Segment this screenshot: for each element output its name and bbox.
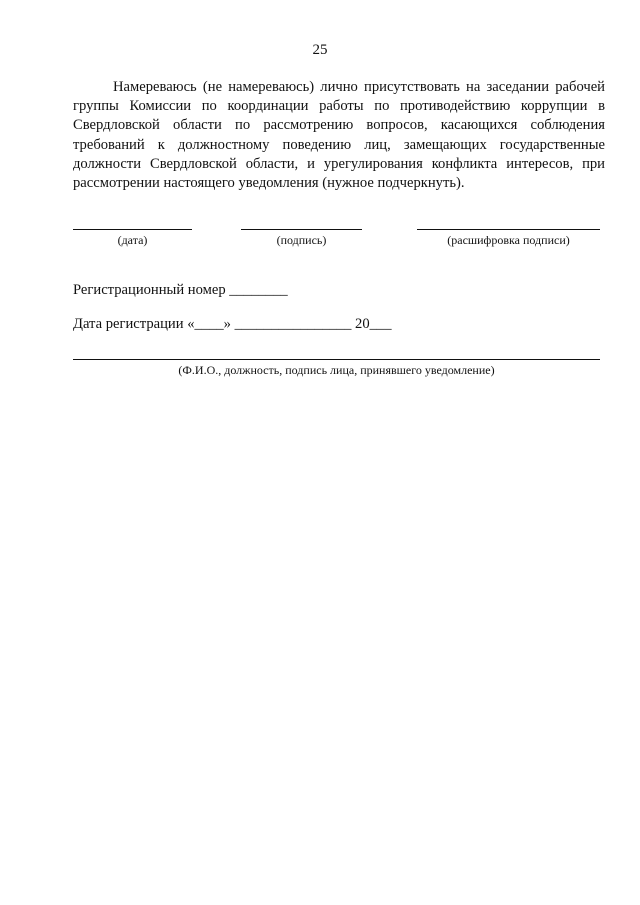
date-line [73, 229, 192, 230]
intent-paragraph: Намереваюсь (не намереваюсь) лично присутствовать на заседании рабочей группы Комиссии по координации работы по противодействию коррупции в Свердловской области по рассмотрению вопросов, касающихся соблюдения требований к должностному поведению лиц, замещающих государственные должности Свердловской области, и урегулирования конфликта интересов, при рассмотрении настоящего уведомления (нужное подчеркнуть). [73, 79, 605, 192]
signature-caption: (подпись) [276, 233, 327, 247]
signature-decoding-line [417, 229, 600, 230]
receiver-line [73, 359, 600, 360]
signature-line [241, 229, 362, 230]
registration-number-field: Регистрационный номер ________ [73, 282, 288, 298]
receiver-caption: (Ф.И.О., должность, подпись лица, принявшего уведомление) [178, 363, 495, 377]
registration-date-field: Дата регистрации «____» ________________ 20___ [73, 316, 392, 332]
signature-decoding-caption: (расшифровка подписи) [447, 233, 570, 247]
date-caption: (дата) [117, 233, 148, 247]
page-number: 25 [312, 42, 328, 58]
